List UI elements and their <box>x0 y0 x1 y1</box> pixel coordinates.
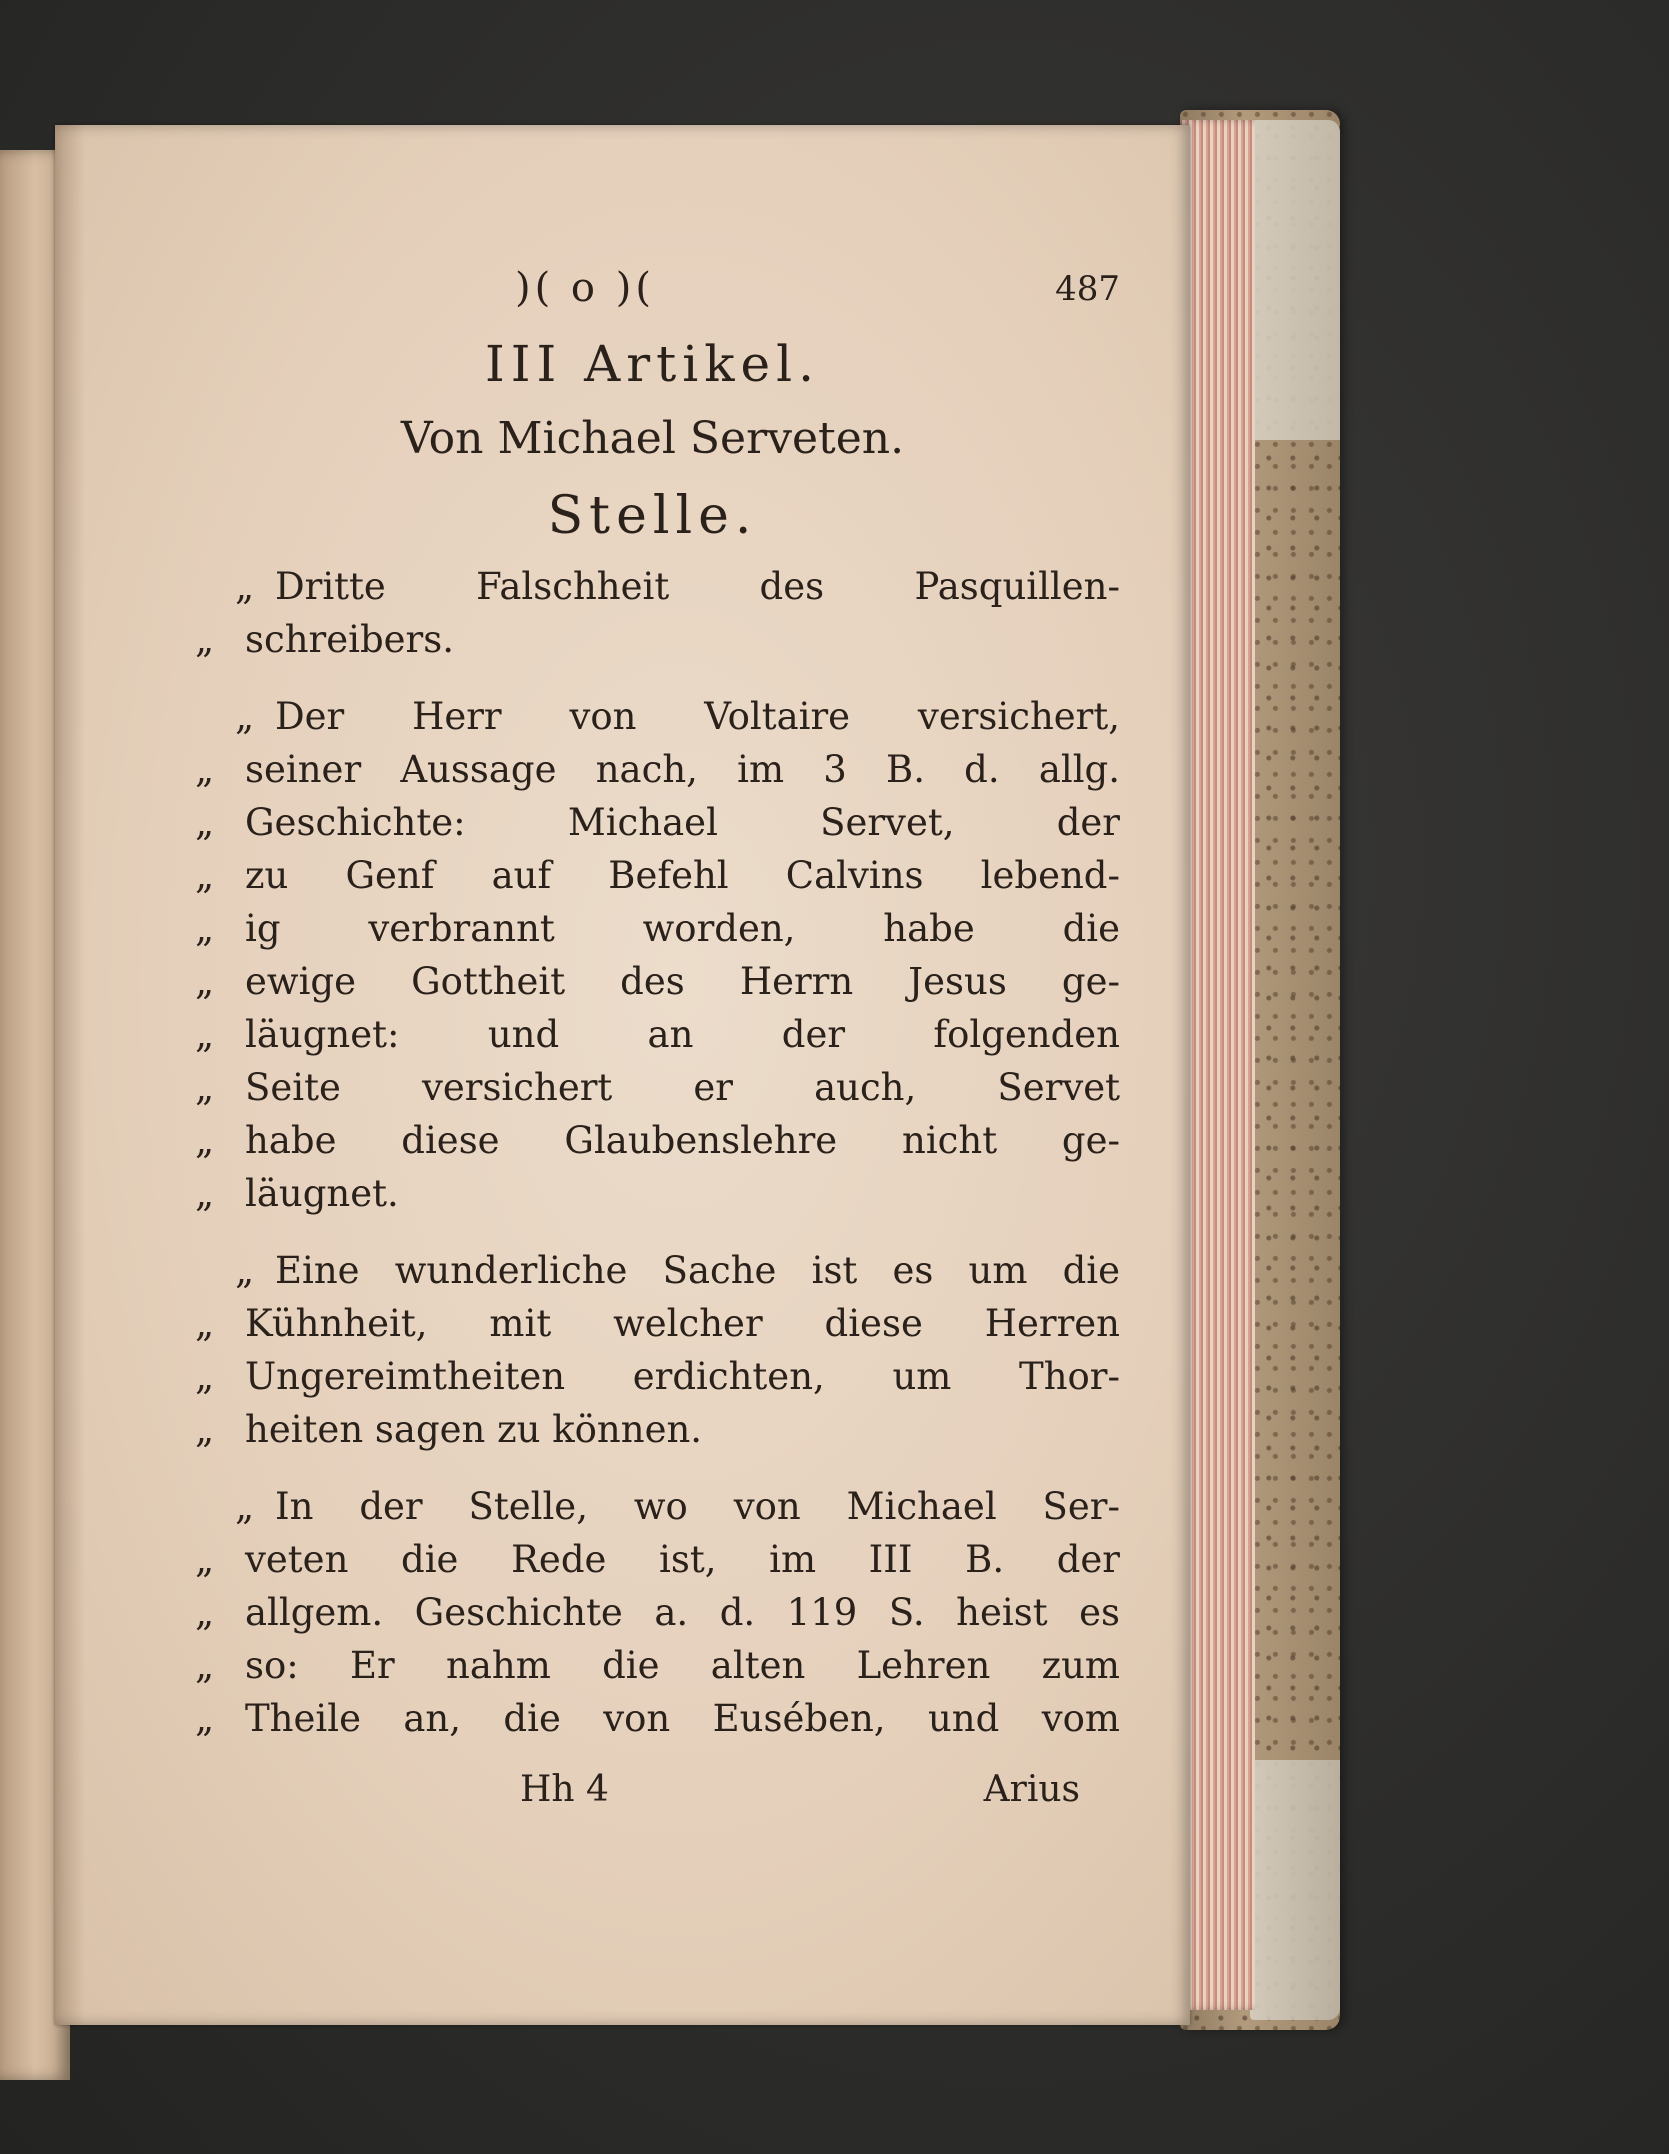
page-header <box>185 265 1120 325</box>
quote-mark: „ <box>195 1066 215 1109</box>
line-text: habe diese Glaubenslehre nicht ge- <box>245 1119 1120 1162</box>
line-text: ig verbrannt worden, habe die <box>245 907 1120 950</box>
text-line <box>185 1114 1120 1167</box>
quote-mark: „ <box>195 748 215 791</box>
line-text: Ungereimtheiten erdichten, um Thor- <box>245 1355 1120 1398</box>
text-line <box>185 1008 1120 1061</box>
line-text: ewige Gottheit des Herrn Jesus ge- <box>245 960 1120 1003</box>
line-text: läugnet. <box>245 1172 399 1215</box>
quote-mark: „ <box>195 1697 215 1740</box>
paragraph-3 <box>185 1244 1120 1456</box>
line-text: Geschichte: Michael Servet, der <box>245 801 1120 844</box>
text-line <box>185 1480 1120 1533</box>
text-line <box>185 849 1120 902</box>
text-line <box>185 1350 1120 1403</box>
text-line <box>185 1061 1120 1114</box>
text-line <box>185 1586 1120 1639</box>
paragraph-1 <box>185 560 1120 666</box>
text-line <box>185 902 1120 955</box>
text-line <box>185 1692 1120 1745</box>
quote-mark: „ <box>195 1591 215 1634</box>
paragraph-2 <box>185 690 1120 1220</box>
text-line <box>185 1167 1120 1220</box>
page-number: 487 <box>1055 269 1120 309</box>
line-text: veten die Rede ist, im III B. der <box>245 1538 1120 1581</box>
quote-mark: „ <box>235 1485 255 1528</box>
quote-mark: „ <box>195 1355 215 1398</box>
quote-mark: „ <box>195 960 215 1003</box>
line-text: allgem. Geschichte a. d. 119 S. heist es <box>245 1591 1120 1634</box>
section-heading: Stelle. <box>547 486 758 546</box>
quote-mark: „ <box>195 1538 215 1581</box>
text-line <box>185 1297 1120 1350</box>
running-head: )( o )( <box>515 265 655 311</box>
line-text: Eine wunderliche Sache ist es um die <box>275 1249 1120 1292</box>
gutter-shadow <box>55 125 85 2025</box>
paragraph-4 <box>185 1480 1120 1745</box>
quote-mark: „ <box>235 565 255 608</box>
text-line <box>185 690 1120 743</box>
text-line <box>185 1403 1120 1456</box>
book-page <box>55 125 1190 2025</box>
page-footer <box>185 1769 1120 1824</box>
text-line <box>185 613 1120 666</box>
quote-mark: „ <box>195 1644 215 1687</box>
quote-mark: „ <box>195 1302 215 1345</box>
quote-mark: „ <box>195 907 215 950</box>
quote-mark: „ <box>195 1013 215 1056</box>
line-text: schreibers. <box>245 618 454 661</box>
cover-corner-bottom <box>1250 1760 1340 2020</box>
quote-mark: „ <box>235 1249 255 1292</box>
quote-mark: „ <box>195 1172 215 1215</box>
line-text: läugnet: und an der folgenden <box>245 1013 1120 1056</box>
text-line <box>185 1533 1120 1586</box>
line-text: Kühnheit, mit welcher diese Herren <box>245 1302 1120 1345</box>
page-block-edges <box>1180 120 1255 2010</box>
text-line <box>185 955 1120 1008</box>
signature-mark: Hh 4 <box>520 1769 609 1810</box>
quote-mark: „ <box>195 618 215 661</box>
text-line <box>185 743 1120 796</box>
line-text: seiner Aussage nach, im 3 B. d. allg. <box>245 748 1120 791</box>
cover-corner-top <box>1240 120 1340 440</box>
quote-mark: „ <box>195 1408 215 1451</box>
line-text: In der Stelle, wo von Michael Ser- <box>275 1485 1120 1528</box>
article-subtitle: Von Michael Serveten. <box>400 413 905 464</box>
line-text: heiten sagen zu können. <box>245 1408 703 1451</box>
line-text: Seite versichert er auch, Servet <box>245 1066 1120 1109</box>
text-line <box>185 560 1120 613</box>
line-text: so: Er nahm die alten Lehren zum <box>245 1644 1120 1687</box>
text-line <box>185 1639 1120 1692</box>
catchword: Arius <box>983 1769 1080 1810</box>
text-line <box>185 1244 1120 1297</box>
text-line <box>185 796 1120 849</box>
line-text: Der Herr von Voltaire versichert, <box>275 695 1120 738</box>
line-text: Dritte Falschheit des Pasquillen- <box>275 565 1120 608</box>
article-title: III Artikel. <box>484 335 820 393</box>
line-text: Theile an, die von Eusében, und vom <box>245 1697 1120 1740</box>
quote-mark: „ <box>195 801 215 844</box>
quote-mark: „ <box>195 1119 215 1162</box>
quote-mark: „ <box>235 695 255 738</box>
quote-mark: „ <box>195 854 215 897</box>
line-text: zu Genf auf Befehl Calvins lebend- <box>245 854 1120 897</box>
text-block <box>185 265 1120 1824</box>
